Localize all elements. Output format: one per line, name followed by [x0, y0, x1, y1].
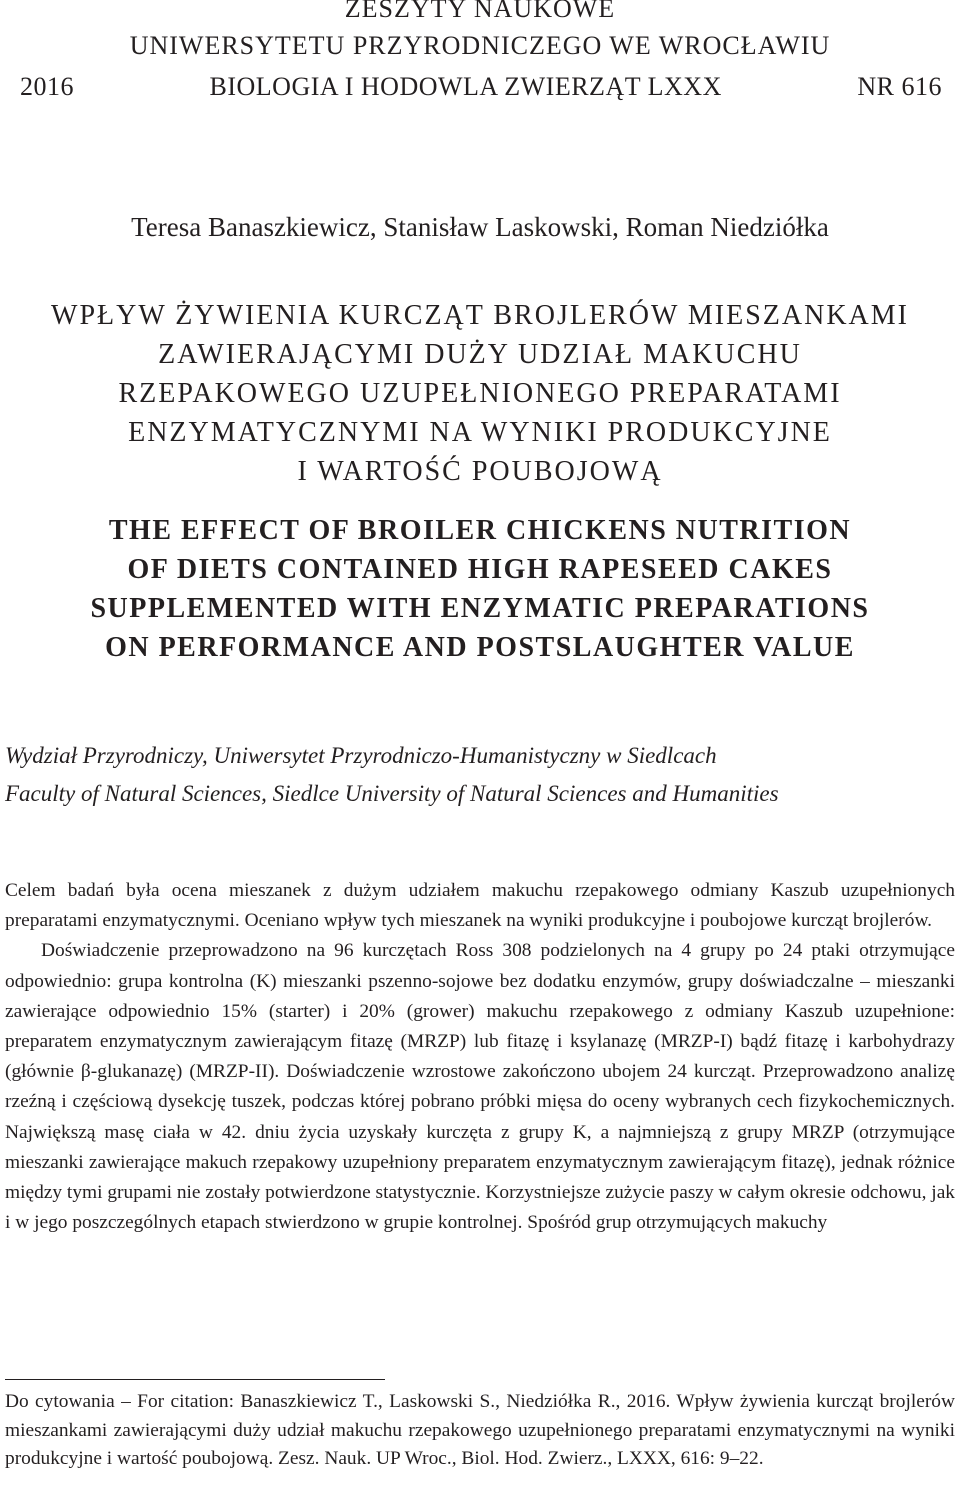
- journal-issue-number: NR 616: [857, 72, 942, 101]
- journal-issue-line: [20, 72, 942, 102]
- authors: Teresa Banaszkiewicz, Stanisław Laskowski, Roman Niedziółka: [131, 212, 829, 242]
- title-english-line: THE EFFECT OF BROILER CHICKENS NUTRITION: [108, 515, 852, 546]
- journal-title-line-2: UNIWERSYTETU PRZYRODNICZEGO WE WROCŁAWIU: [129, 31, 831, 60]
- title-english-line: ON PERFORMANCE AND POSTSLAUGHTER VALUE: [105, 632, 855, 663]
- journal-year: 2016: [20, 72, 74, 101]
- title-english: [0, 511, 960, 667]
- abstract-paragraph-1: Celem badań była ocena mieszanek z dużym udziałem makuchu rzepakowego odmiany Kaszub uzupełnionych preparatami enzymatycznymi. Oceniano wpływ tych mieszanek na wyniki produkcyjne i poubojowe kurcząt brojlerów.: [5, 880, 955, 932]
- affiliation-polish: Wydział Przyrodniczy, Uniwersytet Przyrodniczo-Humanistyczny w Siedlcach: [5, 743, 717, 768]
- footnote-divider: [5, 1379, 385, 1380]
- affiliation-english: Faculty of Natural Sciences, Siedlce University of Natural Sciences and Humanities: [5, 781, 779, 806]
- abstract: [5, 876, 955, 1238]
- title-english-line: OF DIETS CONTAINED HIGH RAPESEED CAKES: [127, 554, 833, 585]
- title-polish-line: WPŁYW ŻYWIENIA KURCZĄT BROJLERÓW MIESZANKAMI: [51, 300, 909, 331]
- title-polish-line: ZAWIERAJĄCYMI DUŻY UDZIAŁ MAKUCHU: [158, 339, 802, 370]
- affiliation: [5, 737, 955, 813]
- title-polish: [0, 296, 960, 491]
- citation-footnote: Do cytowania – For citation: Banaszkiewicz T., Laskowski S., Niedziółka R., 2016. Wpływ żywienia kurcząt brojlerów mieszankami zawierającymi duży udział makuchu rzepakowego uzupełnionego preparatami enzymatycznymi na wyniki produkcyjne i wartość poubojową. Zesz. Nauk. UP Wroc., Biol. Hod. Zwierz., LXXX, 616: 9–22.: [5, 1391, 955, 1470]
- title-polish-line: ENZYMATYCZNYMI NA WYNIKI PRODUKCYJNE: [128, 417, 832, 448]
- abstract-paragraph-2: Doświadczenie przeprowadzono na 96 kurczętach Ross 308 podzielonych na 4 grupy po 24 ptaki otrzymujące odpowiednio: grupa kontrolna (K) mieszanki pszenno-sojowe bez dodatku enzymów, grupy doświadczalne – mieszanki zawierające odpowiednio 15% (starter) i 20% (grower) makuchu rzepakowego z odmiany Kaszub uzupełnione: preparatem enzymatycznym zawierającym fitazę (MRZP) lub fitazę i ksylanazę (MRZP-I) bądź fitazę i karbohydrazy (głównie β-glukanazę) (MRZP-II). Doświadczenie wzrostowe zakończono ubojem 24 kurcząt. Przeprowadzono analizę rzeźną i częściową dysekcję tuszek, podczas której pobrano próbki mięsa do oceny wybranych cech fizykochemicznych. Największą masę ciała w 42. dniu życia uzyskały kurczęta z grupy K, a najmniejszą z grupy MRZP (otrzymujące mieszanki zawierające makuch rzepakowy uzupełniony preparatem enzymatycznym zawierającym fitazę), jednak różnice między tymi grupami nie zostały potwierdzone statystycznie. Korzystniejsze zużycie paszy w całym okresie odchowu, jak i w jego poszczególnych etapach stwierdzono w grupie kontrolnej. Spośród grup otrzymujących makuchy: [5, 940, 955, 1234]
- journal-series: BIOLOGIA I HODOWLA ZWIERZĄT LXXX: [209, 72, 722, 101]
- title-english-line: SUPPLEMENTED WITH ENZYMATIC PREPARATIONS: [90, 593, 870, 624]
- title-polish-line: RZEPAKOWEGO UZUPEŁNIONEGO PREPARATAMI: [118, 378, 842, 409]
- journal-title-line-1: ZESZYTY NAUKOWE: [344, 0, 616, 23]
- title-polish-line: I WARTOŚĆ POUBOJOWĄ: [297, 456, 663, 487]
